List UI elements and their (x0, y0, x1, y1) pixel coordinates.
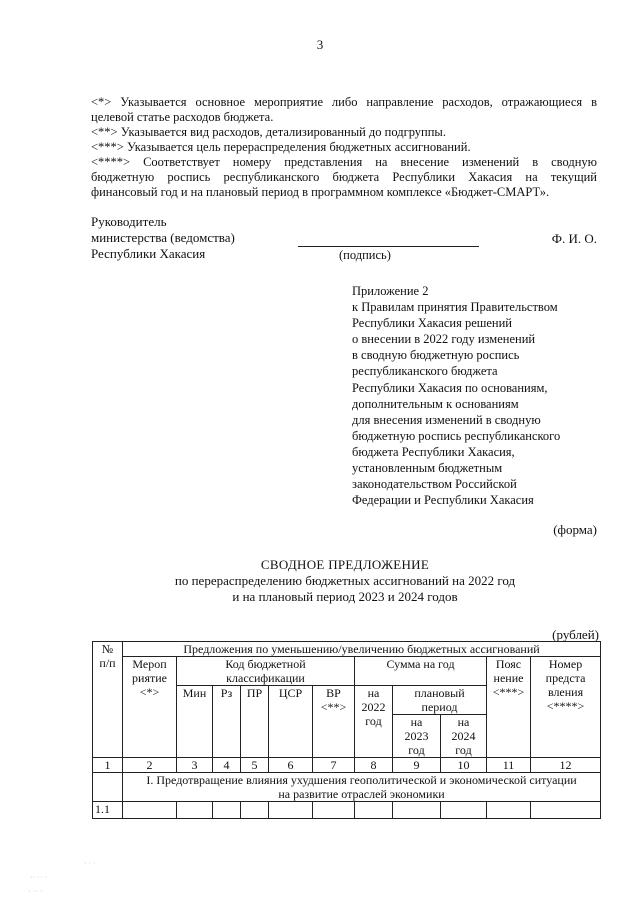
section-number-cell (93, 773, 123, 802)
margin-mark: ·· ·· · (30, 873, 48, 882)
appendix-header: Приложение 2 к Правилам принятия Правительством Республики Хакасия решений о внесении в 2022 году изменений в сводную бюджетную роспись республиканского бюджета Республики Хакасия по основаниям, дополнительным к основаниям для внесения изменений в сводную бюджетную роспись республиканского бюджета Республики Хакасия, установленным бюджетным законодательством Российской Федерации и Республики Хакасия (352, 284, 561, 508)
header-submission-number: Номер предста вления <****> (531, 657, 601, 758)
signatory-title: Руководитель министерства (ведомства) Республики Хакасия (91, 214, 235, 261)
column-numbers-row: 1 2 3 4 5 6 7 8 9 10 11 12 (93, 758, 601, 773)
footnote-2: <**> Указывается вид расходов, детализированный до подгруппы. (91, 125, 446, 139)
header-csr: ЦСР (269, 686, 313, 758)
signature-line (298, 246, 479, 247)
footnote-4: <****> Соответствует номеру представления на внесение изменений в сводную (91, 155, 597, 169)
header-explanation: Пояс нение <***> (487, 657, 531, 758)
table-row (93, 802, 601, 819)
units-label: (рублей) (552, 627, 599, 642)
document-title: СВОДНОЕ ПРЕДЛОЖЕНИЕ (260, 557, 430, 572)
margin-mark: · · · (84, 859, 96, 868)
header-measure: Мероп риятие <*> (123, 657, 177, 758)
signature-caption: (подпись) (339, 248, 391, 262)
header-sum: Сумма на год (355, 657, 487, 686)
form-label: (форма) (553, 522, 597, 537)
header-year-2024: на 2024 год (441, 715, 487, 758)
footnote-1-cont: целевой статье расходов бюджета. (91, 110, 274, 124)
header-vr: ВР <**> (313, 686, 355, 758)
footnote-4-end: финансовый год и на плановый период в программном комплексе «Бюджет-СМАРТ». (91, 185, 550, 199)
header-planned-period: плановый период (393, 686, 487, 715)
footnotes (91, 95, 597, 200)
footnote-4-cont: бюджетную роспись республиканского бюджета Республики Хакасия на текущий (91, 170, 597, 184)
signatory-name: Ф. И. О. (551, 231, 597, 246)
proposal-table (92, 641, 601, 819)
header-pr: ПР (241, 686, 269, 758)
header-proposals: Предложения по уменьшению/увеличению бюджетных ассигнований (123, 642, 601, 657)
header-budget-code: Код бюджетной классификации (177, 657, 355, 686)
row-number: 1.1 (93, 802, 123, 819)
footnote-1: <*> Указывается основное мероприятие либо направление расходов, отражающиеся в (91, 95, 597, 109)
footnote-3: <***> Указывается цель перераспределения бюджетных ассигнований. (91, 140, 471, 154)
margin-mark: · ·· · (28, 887, 43, 896)
header-year-2023: на 2023 год (393, 715, 441, 758)
header-rz: Рз (213, 686, 241, 758)
header-year-2022: на 2022 год (355, 686, 393, 758)
section-title: I. Предотвращение влияния ухудшения геополитической и экономической ситуации на развитие отраслей экономики (123, 773, 601, 802)
header-min: Мин (177, 686, 213, 758)
page-number: 3 (316, 37, 324, 52)
document-subtitle: по перераспределению бюджетных ассигнований на 2022 год и на плановый период 2023 и 2024 годов (174, 573, 516, 604)
header-row-number: № п/п (93, 642, 123, 758)
